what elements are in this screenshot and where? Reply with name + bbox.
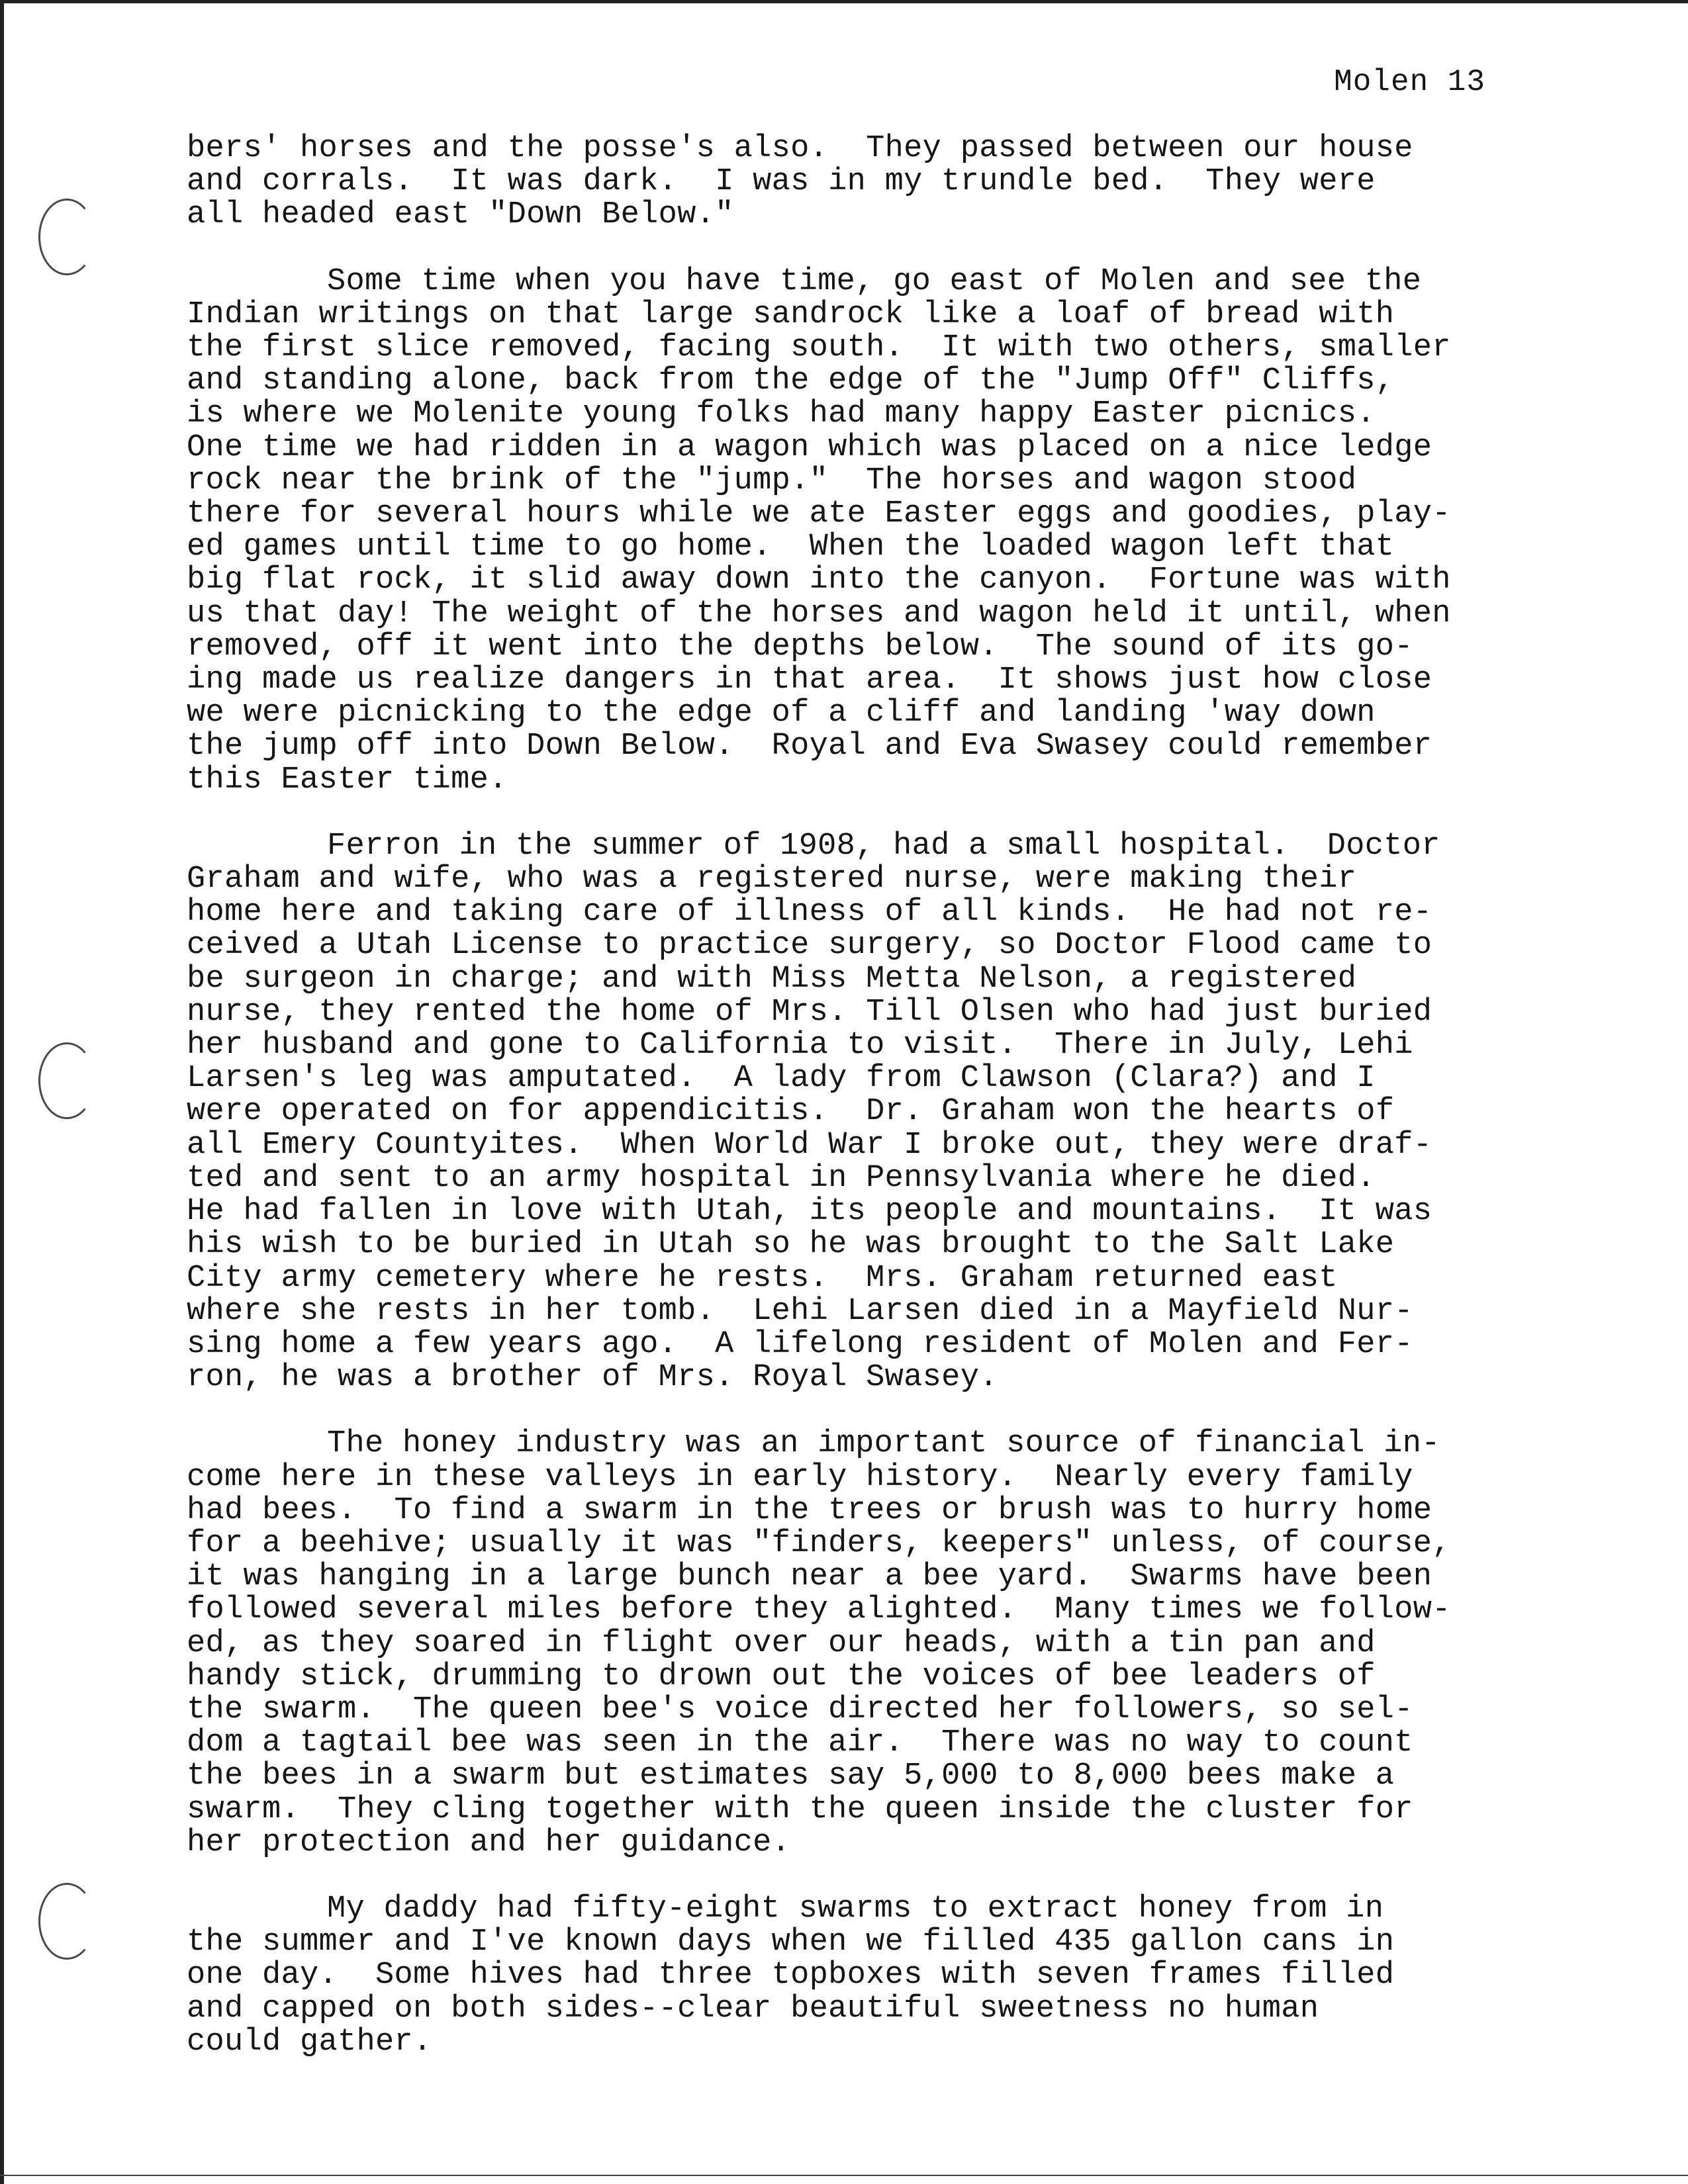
punch-hole-mark <box>38 199 95 275</box>
text-line: He had fallen in love with Utah, its people and mountains. It was <box>187 1194 1432 1230</box>
text-line: could gather. <box>187 2024 432 2060</box>
text-line: Graham and wife, who was a registered nurse, were making their <box>187 862 1357 897</box>
text-line: dom a tagtail bee was seen in the air. There was no way to count <box>187 1725 1413 1761</box>
text-line: and capped on both sides--clear beautiful sweetness no human <box>187 1991 1319 2026</box>
text-line: Larsen's leg was amputated. A lady from Clawson (Clara?) and I <box>187 1061 1376 1097</box>
paragraph <box>187 830 1524 1394</box>
text-line: ron, he was a brother of Mrs. Royal Swasey. <box>187 1360 998 1396</box>
text-line: swarm. They cling together with the queen inside the cluster for <box>187 1792 1413 1827</box>
punch-hole-mark <box>38 1042 95 1119</box>
text-line: had bees. To find a swarm in the trees or brush was to hurry home <box>187 1492 1432 1528</box>
text-line: all Emery Countyites. When World War I broke out, they were draf- <box>187 1127 1432 1163</box>
text-line: come here in these valleys in early history. Nearly every family <box>187 1459 1413 1495</box>
text-line: nurse, they rented the home of Mrs. Till Olsen who had just buried <box>187 994 1432 1030</box>
text-line: followed several miles before they alighted. Many times we follow- <box>187 1592 1451 1628</box>
text-line: sing home a few years ago. A lifelong resident of Molen and Fer- <box>187 1326 1413 1362</box>
text-line: big flat rock, it slid away down into the canyon. Fortune was with <box>187 563 1451 598</box>
text-line: the bees in a swarm but estimates say 5,000 to 8,000 bees make a <box>187 1758 1395 1794</box>
paragraph <box>187 1428 1524 1860</box>
text-line: My daddy had fifty-eight swarms to extract honey from in <box>327 1891 1384 1927</box>
paragraph <box>187 265 1524 797</box>
text-line: this Easter time. <box>187 762 508 797</box>
body-text <box>187 132 1524 2092</box>
text-line: home here and taking care of illness of all kinds. He had not re- <box>187 895 1432 931</box>
text-line: us that day! The weight of the horses and wagon held it until, when <box>187 596 1451 631</box>
text-line: where she rests in her tomb. Lehi Larsen died in a Mayfield Nur- <box>187 1293 1413 1329</box>
text-line: her husband and gone to California to visit. There in July, Lehi <box>187 1028 1413 1064</box>
text-line: One time we had ridden in a wagon which was placed on a nice ledge <box>187 430 1432 465</box>
text-line: Indian writings on that large sandrock like a loaf of bread with <box>187 296 1395 332</box>
text-line: City army cemetery where he rests. Mrs. Graham returned east <box>187 1260 1338 1296</box>
text-line: it was hanging in a large bunch near a bee yard. Swarms have been <box>187 1559 1432 1595</box>
page-header: Molen 13 <box>1334 65 1485 99</box>
punch-hole-mark <box>38 1883 95 1960</box>
text-line: the first slice removed, facing south. It with two others, smaller <box>187 330 1451 366</box>
text-line: ceived a Utah License to practice surgery, so Doctor Flood came to <box>187 928 1432 964</box>
text-line: be surgeon in charge; and with Miss Metta Nelson, a registered <box>187 961 1357 997</box>
text-line: the swarm. The queen bee's voice directed her followers, so sel- <box>187 1692 1413 1727</box>
text-line: her protection and her guidance. <box>187 1825 791 1860</box>
text-line: ed, as they soared in flight over our heads, with a tin pan and <box>187 1625 1376 1661</box>
text-line: Ferron in the summer of 1908, had a small hospital. Doctor <box>327 828 1440 864</box>
paragraph <box>187 1893 1524 2059</box>
text-line: we were picnicking to the edge of a cliff and landing 'way down <box>187 696 1376 731</box>
text-line: handy stick, drumming to drown out the voices of bee leaders of <box>187 1659 1376 1694</box>
text-line: ted and sent to an army hospital in Pennsylvania where he died. <box>187 1160 1376 1196</box>
text-line: for a beehive; usually it was "finders, keepers" unless, of course, <box>187 1525 1451 1561</box>
text-line: ing made us realize dangers in that area. It shows just how close <box>187 662 1432 698</box>
text-line: Some time when you have time, go east of Molen and see the <box>327 263 1422 299</box>
text-line: rock near the brink of the "jump." The horses and wagon stood <box>187 463 1357 498</box>
text-line: The honey industry was an important source of financial in- <box>327 1426 1440 1462</box>
text-line: were operated on for appendicitis. Dr. Graham won the hearts of <box>187 1094 1395 1130</box>
text-line: and standing alone, back from the edge of the "Jump Off" Cliffs, <box>187 363 1395 399</box>
scan-edge-left <box>0 0 4 2184</box>
text-line: his wish to be buried in Utah so he was brought to the Salt Lake <box>187 1227 1395 1263</box>
text-line: all headed east "Down Below." <box>187 197 734 233</box>
text-line: the jump off into Down Below. Royal and Eva Swasey could remember <box>187 729 1432 764</box>
scan-edge-bottom <box>0 2175 1688 2176</box>
text-line: removed, off it went into the depths below. The sound of its go- <box>187 629 1413 664</box>
text-line: there for several hours while we ate Easter eggs and goodies, play- <box>187 496 1451 532</box>
text-line: bers' horses and the posse's also. They passed between our house <box>187 131 1413 166</box>
text-line: is where we Molenite young folks had many happy Easter picnics. <box>187 396 1376 432</box>
text-line: one day. Some hives had three topboxes with seven frames filled <box>187 1958 1395 1993</box>
text-line: ed games until time to go home. When the loaded wagon left that <box>187 529 1395 565</box>
paragraph <box>187 132 1524 232</box>
text-line: the summer and I've known days when we filled 435 gallon cans in <box>187 1925 1395 1960</box>
text-line: and corrals. It was dark. I was in my trundle bed. They were <box>187 164 1376 200</box>
scan-edge-top <box>0 0 1688 3</box>
